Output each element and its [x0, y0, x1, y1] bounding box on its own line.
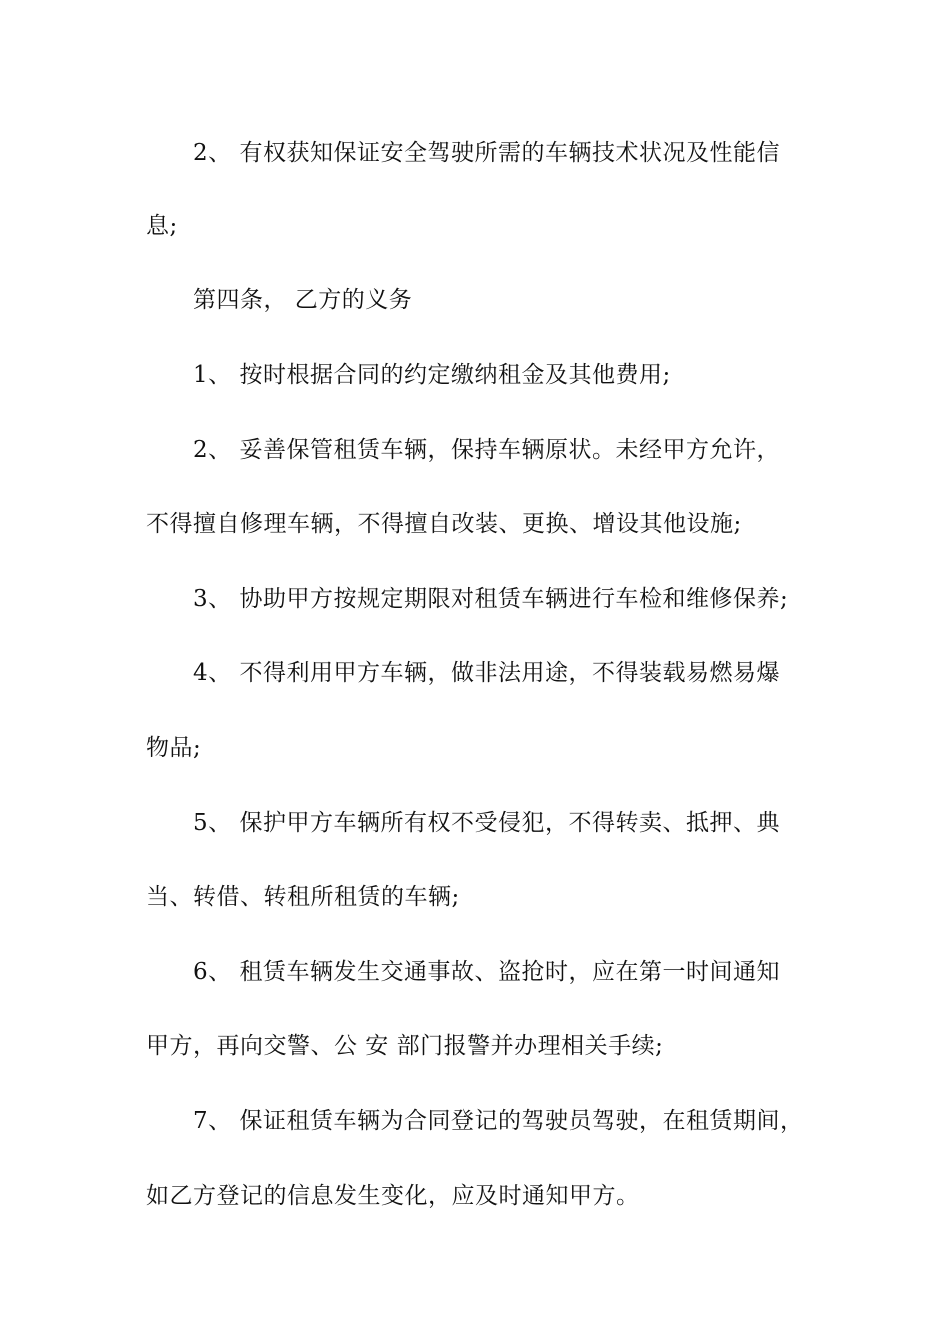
section-heading: 第四条， 乙方的义务: [193, 287, 413, 313]
paragraph-line: 息;: [146, 213, 178, 239]
paragraph-line: 6、 租赁车辆发生交通事故、盗抢时，应在第一时间通知: [193, 959, 780, 985]
paragraph-line: 不得擅自修理车辆，不得擅自改装、更换、增设其他设施;: [146, 511, 742, 537]
paragraph-line: 当、转借、转租所租赁的车辆;: [146, 884, 460, 910]
paragraph-line: 3、 协助甲方按规定期限对租赁车辆进行车检和维修保养;: [193, 586, 789, 612]
paragraph-line: 4、 不得利用甲方车辆，做非法用途，不得装载易燃易爆: [193, 660, 780, 686]
paragraph-line: 7、 保证租赁车辆为合同登记的驾驶员驾驶，在租赁期间，: [193, 1108, 804, 1134]
paragraph-line: 2、 有权获知保证安全驾驶所需的车辆技术状况及性能信: [193, 140, 780, 166]
paragraph-line: 2、 妥善保管租赁车辆，保持车辆原状。未经甲方允许，: [193, 437, 780, 463]
paragraph-line: 物品;: [146, 735, 202, 761]
paragraph-line: 5、 保护甲方车辆所有权不受侵犯，不得转卖、抵押、典: [193, 810, 780, 836]
paragraph-line: 如乙方登记的信息发生变化，应及时通知甲方。: [146, 1183, 640, 1209]
paragraph-line: 甲方，再向交警、公 安 部门报警并办理相关手续;: [146, 1033, 664, 1059]
paragraph-line: 1、 按时根据合同的约定缴纳租金及其他费用;: [193, 362, 671, 388]
